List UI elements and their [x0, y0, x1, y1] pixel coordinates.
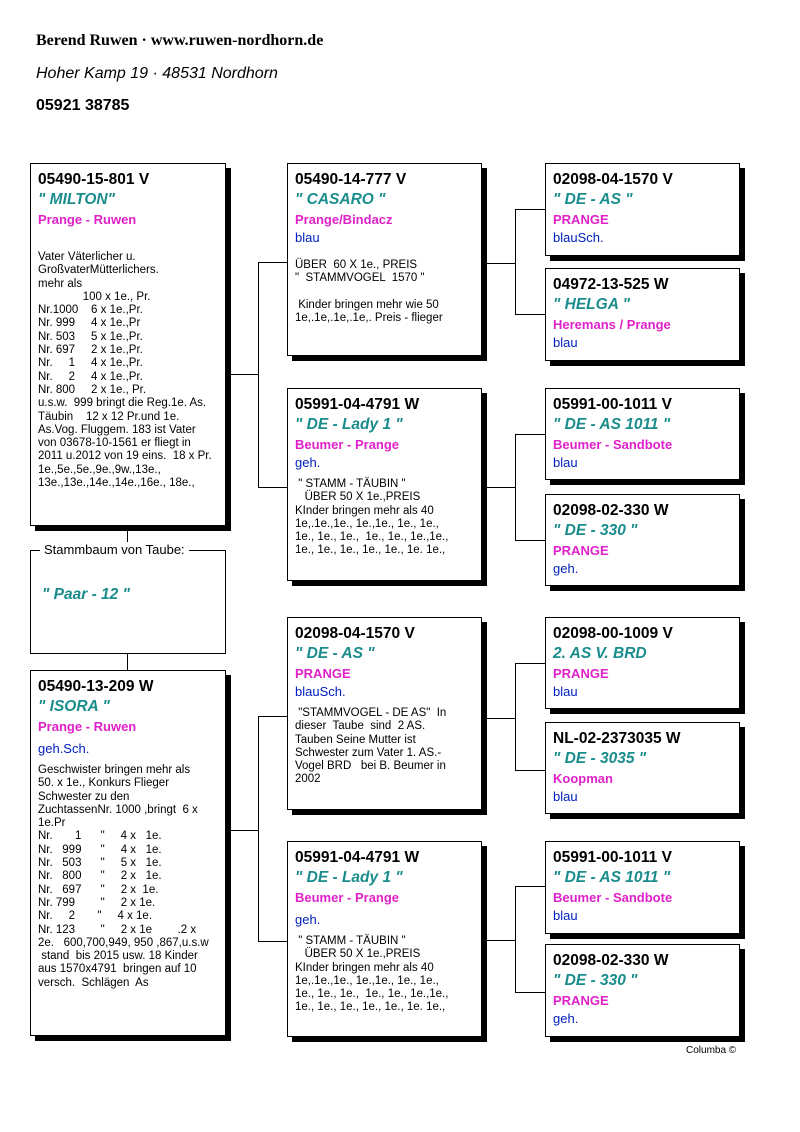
connector [258, 941, 287, 942]
connector [258, 716, 287, 717]
connector [515, 992, 545, 993]
pedigree-title: Stammbaum von Taube: [40, 542, 189, 557]
father-card [30, 163, 226, 526]
pigeon-name: " DE - 3035 " [553, 750, 647, 767]
pigeon-name: " DE - AS " [295, 645, 375, 662]
ring-number: 05490-13-209 W [38, 678, 154, 695]
breeder: PRANGE [553, 666, 609, 681]
plumage-color: geh. [295, 912, 321, 927]
ancestor-mmm-card [545, 944, 740, 1037]
ring-number: 04972-13-525 W [553, 276, 669, 293]
plumage-color: blau [553, 684, 578, 699]
pedigree-notes: " STAMM - TÄUBIN " ÜBER 50 X 1e.,PREIS KInder bringen mehr als 40 1e,.1e.,1e., 1e.,1e., 1e., 1e., 1e., 1e., 1e., 1e., 1e., 1e.,1e., 1e., 1e., 1e., 1e., 1e., 1e. 1e., [295, 935, 449, 1014]
connector [515, 663, 516, 771]
pigeon-name: " DE - Lady 1 " [295, 869, 403, 886]
breeder: Beumer - Prange [295, 437, 400, 452]
breeder: PRANGE [553, 543, 609, 558]
ancestor-fff-card [545, 163, 740, 256]
plumage-color: blauSch. [553, 230, 604, 245]
breeder: Koopman [553, 771, 613, 786]
ring-number: 05991-04-4791 W [295, 849, 420, 866]
plumage-color: blau [553, 789, 578, 804]
mother-card [30, 670, 226, 1036]
ring-number: 02098-02-330 W [553, 502, 669, 519]
pigeon-name: " HELGA " [553, 296, 630, 313]
breeder: Prange/Bindacz [295, 212, 393, 227]
connector [482, 940, 515, 941]
breeder-name-website: Berend Ruwen · www.ruwen-nordhorn.de [36, 32, 324, 49]
plumage-color: geh.Sch. [38, 741, 90, 756]
breeder: PRANGE [553, 993, 609, 1008]
grandsire-paternal-card [287, 163, 482, 356]
pedigree-notes: Geschwister bringen mehr als 50. x 1e., Konkurs Flieger Schwester zu den ZuchtassenNr. 1000 ,bringt 6 x 1e.Pr Nr. 1 " 4 x 1e. Nr. 999 " 4 x 1e. Nr. 503 " 5 x 1e. Nr. 800 " 2 x 1e. Nr. 697 " 2 x 1e. Nr. 799 " 2 x 1e. Nr. 2 " 4 x 1e. Nr. 123 " 2 x 1e .2 x 2e. 600,700,949, 950 ,867,u.s.w stand bis 2015 usw. 18 Kinder aus 1570x4791 bringen auf 10 versch. Schlägen As [38, 764, 209, 989]
pigeon-name: " ISORA " [38, 698, 110, 715]
connector [515, 434, 545, 435]
connector [482, 263, 515, 264]
ring-number: 02098-02-330 W [553, 952, 669, 969]
breeder: Prange - Ruwen [38, 719, 137, 734]
pigeon-name: " DE - 330 " [553, 522, 638, 539]
pigeon-name: " DE - Lady 1 " [295, 416, 403, 433]
granddam-maternal-card [287, 841, 482, 1037]
breeder-phone: 05921 38785 [36, 97, 130, 114]
plumage-color: blau [553, 335, 578, 350]
ring-number: 02098-04-1570 V [295, 625, 415, 642]
connector [515, 886, 545, 887]
connector [258, 487, 287, 488]
pigeon-name: " DE - 330 " [553, 972, 638, 989]
pigeon-name: " DE - AS 1011 " [553, 869, 671, 886]
connector [515, 540, 545, 541]
ring-number: NL-02-2373035 W [553, 730, 681, 747]
ring-number: 05490-14-777 V [295, 171, 407, 188]
ancestor-fmf-card [545, 388, 740, 480]
connector [482, 487, 515, 488]
ancestor-ffm-card [545, 268, 740, 361]
plumage-color: geh. [553, 1011, 579, 1026]
plumage-color: blau [553, 455, 578, 470]
plumage-color: blau [553, 908, 578, 923]
ring-number: 02098-00-1009 V [553, 625, 673, 642]
breeder: Beumer - Prange [295, 890, 400, 905]
connector [258, 716, 259, 942]
connector [226, 830, 258, 831]
ancestor-mff-card [545, 617, 740, 709]
connector [127, 654, 128, 670]
breeder: Beumer - Sandbote [553, 437, 673, 452]
pedigree-notes: "STAMMVOGEL - DE AS" In dieser Taube sind 2 AS. Tauben Seine Mutter ist Schwester zum Vater 1. AS.- Vogel BRD bei B. Beumer in 2002 [295, 707, 447, 786]
grandsire-maternal-card [287, 617, 482, 810]
ring-number: 05490-15-801 V [38, 171, 150, 188]
breeder: Heremans / Prange [553, 317, 671, 332]
ancestor-mfm-card [545, 722, 740, 814]
ancestor-fmm-card [545, 494, 740, 586]
connector [515, 663, 545, 664]
connector [515, 314, 545, 315]
pigeon-name: " DE - AS " [553, 191, 633, 208]
pigeon-name: " DE - AS 1011 " [553, 416, 671, 433]
pedigree-notes: ÜBER 60 X 1e., PREIS " STAMMVOGEL 1570 " Kinder bringen mehr wie 50 1e,.1e,.1e,.1e,. Preis - flieger [295, 259, 443, 325]
software-credit: Columba © [686, 1045, 737, 1056]
ancestor-mmf-card [545, 841, 740, 934]
connector [515, 209, 545, 210]
breeder: Beumer - Sandbote [553, 890, 673, 905]
breeder: PRANGE [295, 666, 351, 681]
pigeon-name: 2. AS V. BRD [553, 645, 647, 662]
connector [515, 770, 545, 771]
connector [226, 374, 258, 375]
pedigree-notes: " STAMM - TÄUBIN " ÜBER 50 X 1e.,PREIS KInder bringen mehr als 40 1e,.1e.,1e., 1e.,1e., 1e., 1e., 1e., 1e., 1e., 1e., 1e., 1e.,1e., 1e., 1e., 1e., 1e., 1e., 1e. 1e., [295, 478, 449, 557]
breeder: Prange - Ruwen [38, 212, 137, 227]
connector [258, 262, 259, 488]
ring-number: 02098-04-1570 V [553, 171, 673, 188]
connector [515, 886, 516, 993]
ring-number: 05991-00-1011 V [553, 849, 672, 866]
pigeon-name: " CASARO " [295, 191, 386, 208]
connector [482, 718, 515, 719]
granddam-paternal-card [287, 388, 482, 581]
plumage-color: blauSch. [295, 684, 346, 699]
breeder: PRANGE [553, 212, 609, 227]
connector [515, 434, 516, 541]
pair-name: " Paar - 12 " [42, 586, 130, 603]
plumage-color: geh. [295, 455, 321, 470]
pigeon-name: " MILTON" [38, 191, 115, 208]
breeder-address: Hoher Kamp 19 · 48531 Nordhorn [36, 65, 278, 82]
pedigree-notes: Vater Väterlicher u. GroßvaterMütterlichers. mehr als 100 x 1e., Pr. Nr.1000 6 x 1e.,Pr. Nr. 999 4 x 1e.,Pr Nr. 503 5 x 1e.,Pr. Nr. 697 2 x 1e.,Pr. Nr. 1 4 x 1e.,Pr. Nr. 2 4 x 1e.,Pr. Nr. 800 2 x 1e., Pr. u.s.w. 999 bringt die Reg.1e. As. Täubin 12 x 12 Pr.und 1e. As.Vog. Fluggem. 183 ist Vater von 03678-10-1561 er fliegt in 2011 u.2012 von 19 eins. 18 x Pr. 1e.,5e.,5e.,9e.,9w.,13e., 13e.,13e.,14e.,14e.,16e., 18e., [38, 251, 212, 490]
ring-number: 05991-00-1011 V [553, 396, 672, 413]
connector [515, 209, 516, 315]
plumage-color: blau [295, 230, 320, 245]
connector [258, 262, 287, 263]
plumage-color: geh. [553, 561, 579, 576]
ring-number: 05991-04-4791 W [295, 396, 420, 413]
